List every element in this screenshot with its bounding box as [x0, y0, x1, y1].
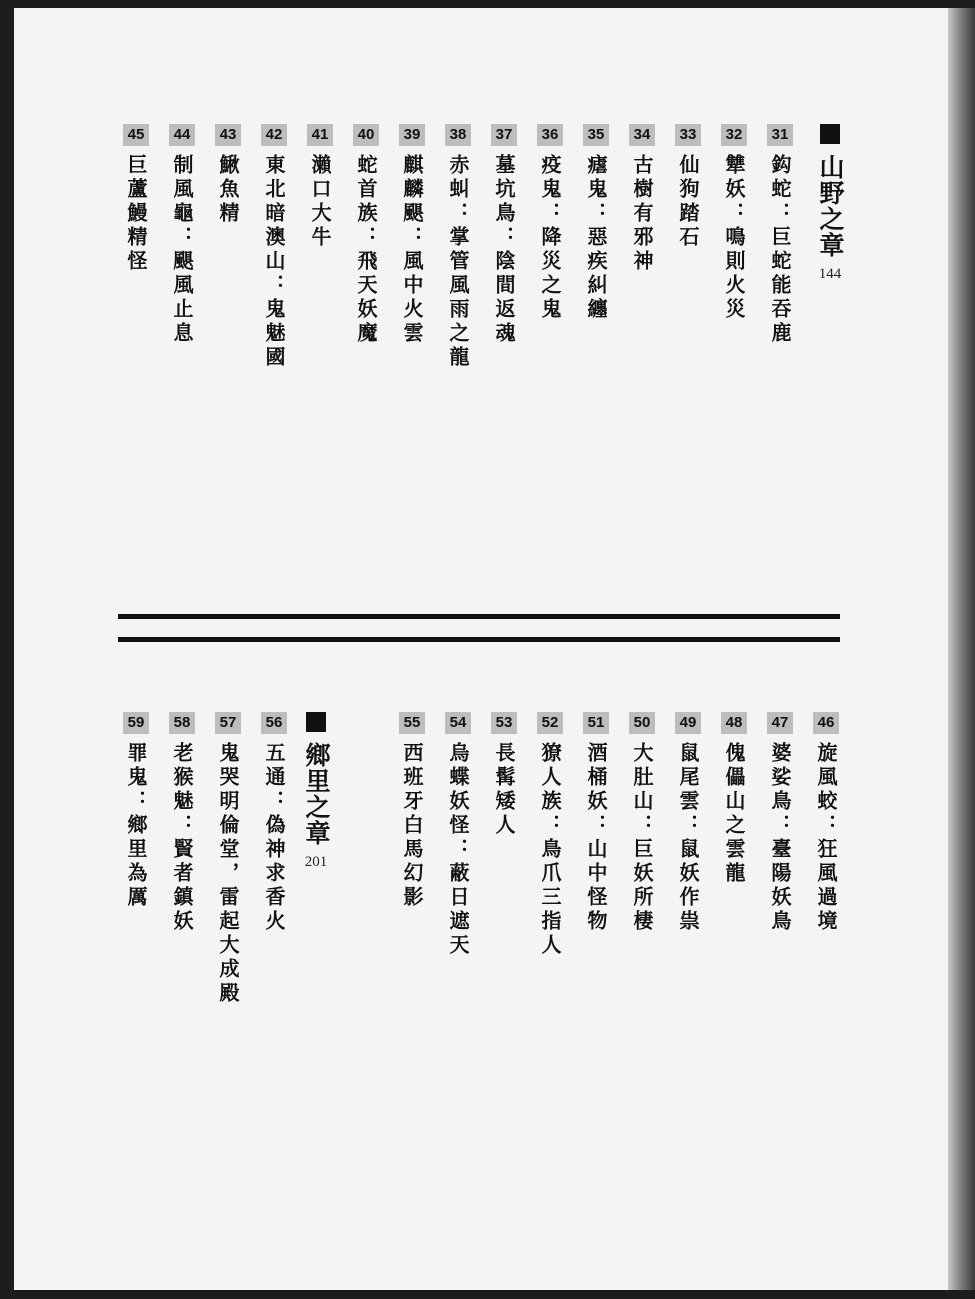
entry-number: 50: [629, 712, 655, 734]
entry-title: 犨妖：鳴則火災: [722, 154, 746, 322]
entry-title: 傀儡山之雲龍: [722, 742, 746, 886]
entry-number: 38: [445, 124, 471, 146]
toc-entry[interactable]: [257, 712, 291, 934]
entry-number: 34: [629, 124, 655, 146]
entry-title: 古樹有邪神: [630, 154, 654, 274]
section-divider: [118, 614, 840, 619]
entry-title: 老猴魅：賢者鎮妖: [170, 742, 194, 934]
toc-entry[interactable]: [625, 124, 659, 274]
entry-number: 32: [721, 124, 747, 146]
chapter-title: 山野之章: [816, 154, 845, 258]
toc-entry[interactable]: [395, 712, 429, 910]
chapter-page-number: 201: [304, 854, 328, 870]
toc-entry[interactable]: [487, 124, 521, 346]
toc-entry[interactable]: [717, 124, 751, 322]
entry-number: 51: [583, 712, 609, 734]
toc-entry[interactable]: [763, 712, 797, 934]
entry-number: 40: [353, 124, 379, 146]
toc-entry[interactable]: [533, 712, 567, 958]
toc-entry[interactable]: [395, 124, 429, 346]
entry-title: 旋風蛟：狂風過境: [814, 742, 838, 934]
entry-number: 52: [537, 712, 563, 734]
toc-entry[interactable]: [257, 124, 291, 370]
toc-entry[interactable]: [303, 124, 337, 250]
toc-entry[interactable]: [717, 712, 751, 886]
entry-title: 西班牙白馬幻影: [400, 742, 424, 910]
entry-title: 蛇首族：飛天妖魔: [354, 154, 378, 346]
chapter-title: 鄉里之章: [302, 742, 331, 846]
entry-title: 麒麟颶：風中火雲: [400, 154, 424, 346]
toc-entry[interactable]: [441, 712, 475, 958]
chapter-square-icon: [306, 712, 326, 732]
entry-title: 鰍魚精: [216, 154, 240, 226]
entry-title: 鈎蛇：巨蛇能吞鹿: [768, 154, 792, 346]
entry-title: 仙狗踏石: [676, 154, 700, 250]
entry-number: 48: [721, 712, 747, 734]
entry-number: 33: [675, 124, 701, 146]
entry-number: 37: [491, 124, 517, 146]
chapter-heading: [296, 712, 336, 871]
toc-entry[interactable]: [671, 124, 705, 250]
chapter-heading: [810, 124, 850, 283]
entry-number: 47: [767, 712, 793, 734]
entry-title: 婆娑鳥：臺陽妖鳥: [768, 742, 792, 934]
entry-number: 54: [445, 712, 471, 734]
toc-entry[interactable]: [809, 712, 843, 934]
toc-entry[interactable]: [165, 712, 199, 934]
entry-number: 42: [261, 124, 287, 146]
entry-title: 烏蝶妖怪：蔽日遮天: [446, 742, 470, 958]
entry-title: 墓坑鳥：陰間返魂: [492, 154, 516, 346]
toc-entry[interactable]: [211, 124, 245, 226]
toc-entry[interactable]: [211, 712, 245, 1006]
entry-number: 39: [399, 124, 425, 146]
entry-number: 45: [123, 124, 149, 146]
entry-title: 罪鬼：鄉里為厲: [124, 742, 148, 910]
section-divider: [118, 637, 840, 642]
entry-title: 東北暗澳山：鬼魅國: [262, 154, 286, 370]
entry-number: 44: [169, 124, 195, 146]
entry-number: 31: [767, 124, 793, 146]
entry-number: 49: [675, 712, 701, 734]
entry-title: 酒桶妖：山中怪物: [584, 742, 608, 934]
entry-number: 46: [813, 712, 839, 734]
toc-entry[interactable]: [119, 712, 153, 910]
toc-entry[interactable]: [119, 124, 153, 274]
toc-entry[interactable]: [579, 712, 613, 934]
entry-title: 五通：偽神求香火: [262, 742, 286, 934]
entry-title: 長髯矮人: [492, 742, 516, 838]
entry-title: 鬼哭明倫堂，雷起大成殿: [216, 742, 240, 1006]
toc-entry[interactable]: [441, 124, 475, 370]
entry-number: 58: [169, 712, 195, 734]
entry-number: 35: [583, 124, 609, 146]
entry-number: 59: [123, 712, 149, 734]
entry-title: 巨蘆鰻精怪: [124, 154, 148, 274]
entry-number: 56: [261, 712, 287, 734]
entry-title: 鼠尾雲：鼠妖作祟: [676, 742, 700, 934]
chapter-page-number: 144: [818, 266, 842, 282]
entry-number: 36: [537, 124, 563, 146]
toc-entry[interactable]: [533, 124, 567, 322]
entry-title: 疫鬼：降災之鬼: [538, 154, 562, 322]
toc-entry[interactable]: [763, 124, 797, 346]
entry-title: 瀨口大牛: [308, 154, 332, 250]
entry-number: 41: [307, 124, 333, 146]
toc-entry[interactable]: [349, 124, 383, 346]
toc-entry[interactable]: [165, 124, 199, 346]
toc-entry[interactable]: [671, 712, 705, 934]
entry-title: 瘧鬼：惡疾糾纏: [584, 154, 608, 322]
chapter-square-icon: [820, 124, 840, 144]
entry-title: 大肚山：巨妖所棲: [630, 742, 654, 934]
entry-number: 53: [491, 712, 517, 734]
toc-entry[interactable]: [625, 712, 659, 934]
book-spine: [948, 8, 975, 1290]
book-page: [14, 8, 948, 1290]
toc-entry[interactable]: [487, 712, 521, 838]
entry-number: 57: [215, 712, 241, 734]
entry-number: 43: [215, 124, 241, 146]
entry-title: 赤虯：掌管風雨之龍: [446, 154, 470, 370]
entry-number: 55: [399, 712, 425, 734]
entry-title: 制風龜：颶風止息: [170, 154, 194, 346]
toc-entry[interactable]: [579, 124, 613, 322]
entry-title: 獠人族：鳥爪三指人: [538, 742, 562, 958]
